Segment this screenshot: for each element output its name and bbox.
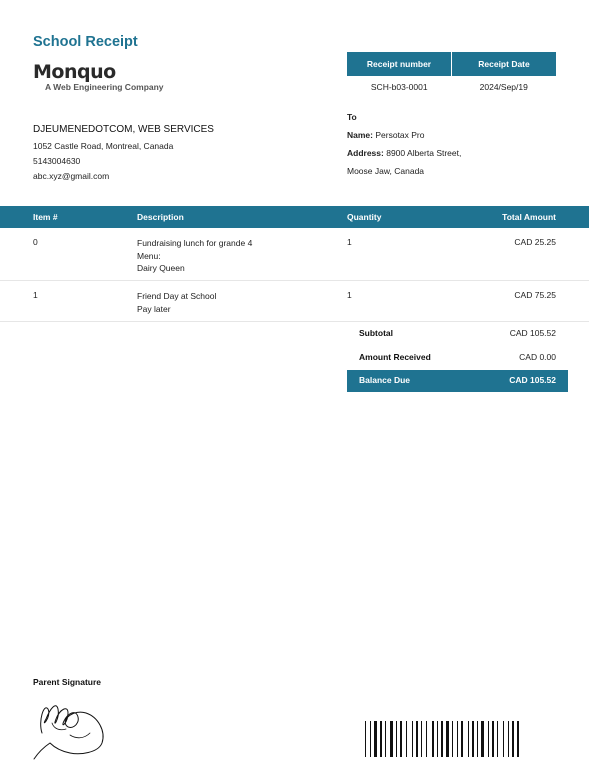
- header-quantity: Quantity: [347, 212, 382, 222]
- sender-phone: 5143004630: [33, 156, 81, 166]
- amount-received-value: CAD 0.00: [519, 352, 556, 362]
- row-description: [137, 290, 216, 315]
- receipt-info-header: [347, 52, 556, 76]
- table-row: [0, 281, 589, 322]
- row-quantity: 1: [347, 237, 352, 247]
- recipient-heading: To: [347, 112, 357, 122]
- recipient-address-line1: 8900 Alberta Street,: [386, 148, 462, 158]
- recipient-address-label: Address:: [347, 148, 384, 158]
- sender-address: 1052 Castle Road, Montreal, Canada: [33, 141, 174, 151]
- subtotal-row: [347, 322, 568, 346]
- recipient-name-label: Name:: [347, 130, 373, 140]
- row-item-number: 1: [33, 290, 38, 300]
- subtotal-label: Subtotal: [359, 328, 393, 338]
- description-line: Menu:: [137, 250, 161, 261]
- row-description: [137, 237, 252, 275]
- recipient-address-line2: Moose Jaw, Canada: [347, 166, 425, 176]
- receipt-date: 2024/Sep/19: [479, 82, 528, 92]
- header-description: Description: [137, 212, 184, 222]
- signature-label: Parent Signature: [33, 677, 102, 687]
- description-line: Friend Day at School: [137, 291, 217, 301]
- receipt-number: SCH-b03-0001: [370, 82, 428, 92]
- company-logo: Monquo: [33, 61, 116, 83]
- amount-received-label: Amount Received: [359, 352, 431, 362]
- signature-image: [30, 695, 110, 765]
- receipt-date-header: Receipt Date: [451, 52, 556, 76]
- balance-due-value: CAD 105.52: [509, 375, 556, 385]
- receipt-number-header: Receipt number: [366, 59, 432, 69]
- barcode: [365, 721, 555, 757]
- row-quantity: 1: [347, 290, 352, 300]
- recipient-address-line: [347, 148, 461, 166]
- receipt-title: School Receipt: [33, 34, 138, 50]
- balance-due-label: Balance Due: [359, 375, 411, 385]
- receipt-info-table: [347, 52, 556, 98]
- recipient-block: [347, 112, 461, 184]
- description-line: Pay later: [137, 303, 171, 314]
- receipt-info-values: [347, 76, 556, 98]
- row-total: CAD 75.25: [514, 290, 556, 300]
- header-total-amount: Total Amount: [502, 212, 556, 222]
- balance-due-row: [347, 370, 568, 392]
- header-item-number: Item #: [33, 212, 58, 222]
- sender-name: DJEUMENEDOTCOM, WEB SERVICES: [33, 124, 214, 135]
- items-header-row: [0, 206, 589, 228]
- sender-email: abc.xyz@gmail.com: [33, 171, 110, 181]
- sender-block: [33, 124, 214, 184]
- items-table: [0, 206, 589, 322]
- description-line: Fundraising lunch for grande 4: [137, 238, 253, 248]
- row-total: CAD 25.25: [514, 237, 556, 247]
- recipient-name-line: [347, 130, 461, 148]
- row-item-number: 0: [33, 237, 38, 247]
- subtotal-value: CAD 105.52: [509, 328, 556, 338]
- description-line: Dairy Queen: [137, 263, 185, 273]
- recipient-name: Persotax Pro: [375, 130, 425, 140]
- company-tagline: A Web Engineering Company: [45, 82, 164, 92]
- totals-block: [347, 322, 568, 392]
- amount-received-row: [347, 346, 568, 370]
- table-row: [0, 228, 589, 281]
